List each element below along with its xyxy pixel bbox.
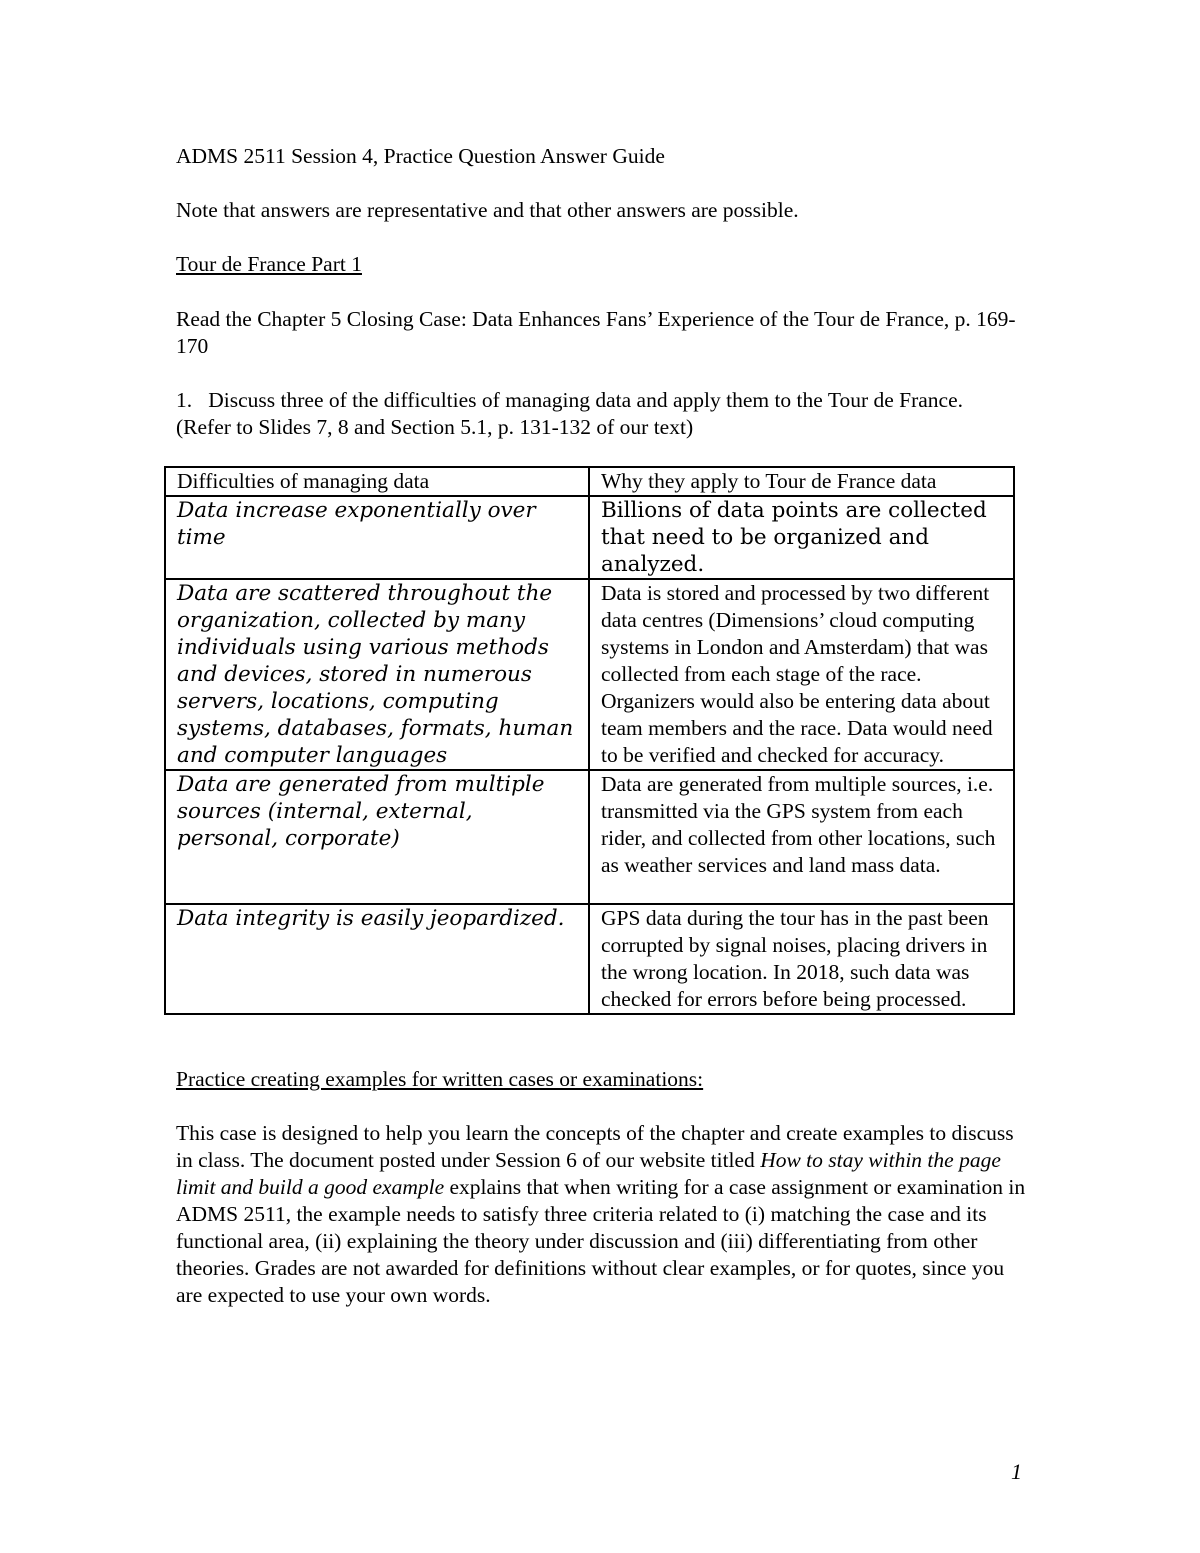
table-header-row [165,467,1014,496]
document-title: ADMS 2511 Session 4, Practice Question Answer Guide [176,144,665,168]
table-row [165,904,1014,1014]
note-text: Note that answers are representative and that other answers are possible. [176,198,799,222]
difficulty-cell: Data integrity is easily jeopardized. [165,904,589,1014]
difficulties-table [164,466,1015,1015]
question-text: Discuss three of the difficulties of managing data and apply them to the Tour de France. (Refer to Slides 7, 8 and Section 5.1, p. 131-132 of our text) [176,388,964,439]
read-instruction: Read the Chapter 5 Closing Case: Data Enhances Fans’ Experience of the Tour de France, p. 169-170 [176,307,1016,358]
table-row [165,579,1014,770]
why-cell: Data is stored and processed by two different data centres (Dimensions’ cloud computing systems in London and Amsterdam) that was collected from each stage of the race. Organizers would also be entering data about team members and the race. Data would need to be verified and checked for accuracy. [589,579,1014,770]
why-cell: Billions of data points are collected that need to be organized and analyzed. [589,496,1014,579]
question-1 [176,387,1016,441]
question-number: 1. [176,388,193,412]
table-row [165,770,1014,904]
section-heading: Tour de France Part 1 [176,252,362,276]
practice-heading: Practice creating examples for written cases or examinations: [176,1067,704,1091]
table-header-cell: Why they apply to Tour de France data [589,467,1014,496]
difficulty-cell: Data are scattered throughout the organization, collected by many individuals using various methods and devices, stored in numerous servers, locations, computing systems, databases, formats, human and computer languages [165,579,589,770]
why-cell: GPS data during the tour has in the past been corrupted by signal noises, placing drivers in the wrong location. In 2018, such data was checked for errors before being processed. [589,904,1014,1014]
why-cell: Data are generated from multiple sources, i.e. transmitted via the GPS system from each rider, and collected from other locations, such as weather services and land mass data. [589,770,1014,904]
difficulty-cell: Data increase exponentially over time [165,496,589,579]
practice-paragraph [176,1120,1026,1309]
practice-text-part2: explains that when writing for a case assignment or examination in ADMS 2511, the example needs to satisfy three criteria related to (i) matching the case and its functional area, (ii) explaining the theory under discussion and (iii) differentiating from other theories. Grades are not awarded for definitions without clear examples, or for quotes, since you are expected to use your own words. [176,1175,1026,1307]
table-row [165,496,1014,579]
difficulty-cell: Data are generated from multiple sources (internal, external, personal, corporate) [165,770,589,904]
practice-text-part1: This case is designed to help you learn the concepts of the chapter and create examples to discuss in class. The document posted under Session 6 of our website titled [176,1121,1014,1172]
referenced-document-title: How to stay within the page limit and build a good example [176,1148,1001,1199]
page-number: 1 [1011,1459,1022,1484]
table-header-cell: Difficulties of managing data [165,467,589,496]
